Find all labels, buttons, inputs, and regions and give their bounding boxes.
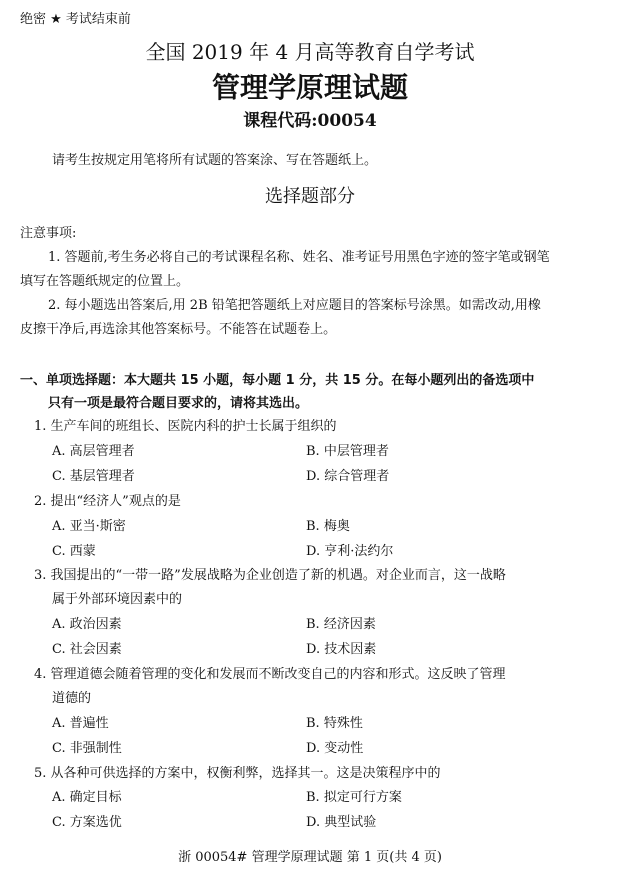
question-2-option-c: C. 西蒙 (52, 544, 96, 559)
question-4-option-c: C. 非强制性 (52, 741, 122, 756)
question-3-stem-line-1: 3. 我国提出的“一带一路”发展战略为企业创造了新的机遇。对企业而言，这一战略 (34, 568, 506, 583)
question-4-stem-line-2: 道德的 (52, 691, 92, 706)
question-3-option-d: D. 技术因素 (306, 642, 377, 657)
question-2-option-d: D. 亨利·法约尔 (306, 544, 394, 559)
question-2-option-a: A. 亚当·斯密 (52, 519, 126, 534)
question-3-option-a: A. 政治因素 (52, 617, 122, 632)
part-heading-line-2: 只有一项是最符合题目要求的，请将其选出。 (48, 396, 309, 411)
paper-title: 管理学原理试题 (211, 71, 408, 104)
question-5-option-d: D. 典型试验 (306, 815, 377, 830)
note-2-line-1: 2. 每小题选出答案后,用 2B 铅笔把答题纸上对应题目的答案标号涂黑。如需改动,用橡 (48, 298, 541, 313)
note-1-line-2: 填写在答题纸规定的位置上。 (20, 274, 190, 289)
note-1-line-1: 1. 答题前,考生务必将自己的考试课程名称、姓名、准考证号用黑色字迹的签字笔或钢笔 (48, 250, 550, 265)
question-1-stem: 1. 生产车间的班组长、医院内科的护士长属于组织的 (34, 419, 337, 434)
question-2-option-b: B. 梅奥 (306, 519, 350, 534)
question-1-option-c: C. 基层管理者 (52, 469, 135, 484)
confidential-mark: 绝密 ★ 考试结束前 (20, 12, 131, 27)
section-title: 选择题部分 (265, 186, 355, 207)
question-4-option-a: A. 普遍性 (52, 716, 109, 731)
question-5-option-c: C. 方案选优 (52, 815, 122, 830)
notes-heading: 注意事项: (20, 226, 77, 241)
question-2-stem: 2. 提出“经济人”观点的是 (34, 494, 181, 509)
question-4-stem-line-1: 4. 管理道德会随着管理的变化和发展而不断改变自己的内容和形式。这反映了管理 (34, 667, 506, 682)
question-1-option-d: D. 综合管理者 (306, 469, 390, 484)
question-1-option-a: A. 高层管理者 (52, 444, 135, 459)
exam-title: 全国 2019 年 4 月高等教育自学考试 (145, 40, 475, 64)
course-code: 课程代码:00054 (243, 111, 377, 131)
question-3-option-b: B. 经济因素 (306, 617, 376, 632)
note-2-line-2: 皮擦干净后,再选涂其他答案标号。不能答在试题卷上。 (20, 322, 337, 337)
part-heading-line-1: 一、单项选择题：本大题共 15 小题，每小题 1 分，共 15 分。在每小题列出的备选项中 (20, 373, 535, 388)
question-5-stem: 5. 从各种可供选择的方案中，权衡利弊，选择其一。这是决策程序中的 (34, 766, 441, 781)
question-3-option-c: C. 社会因素 (52, 642, 122, 657)
page-footer: 浙 00054# 管理学原理试题 第 1 页(共 4 页) (178, 850, 442, 865)
question-4-option-d: D. 变动性 (306, 741, 364, 756)
question-3-stem-line-2: 属于外部环境因素中的 (52, 592, 183, 607)
question-1-option-b: B. 中层管理者 (306, 444, 389, 459)
question-5-option-a: A. 确定目标 (52, 790, 122, 805)
instruction: 请考生按规定用笔将所有试题的答案涂、写在答题纸上。 (52, 153, 378, 168)
question-4-option-b: B. 特殊性 (306, 716, 363, 731)
question-5-option-b: B. 拟定可行方案 (306, 790, 402, 805)
